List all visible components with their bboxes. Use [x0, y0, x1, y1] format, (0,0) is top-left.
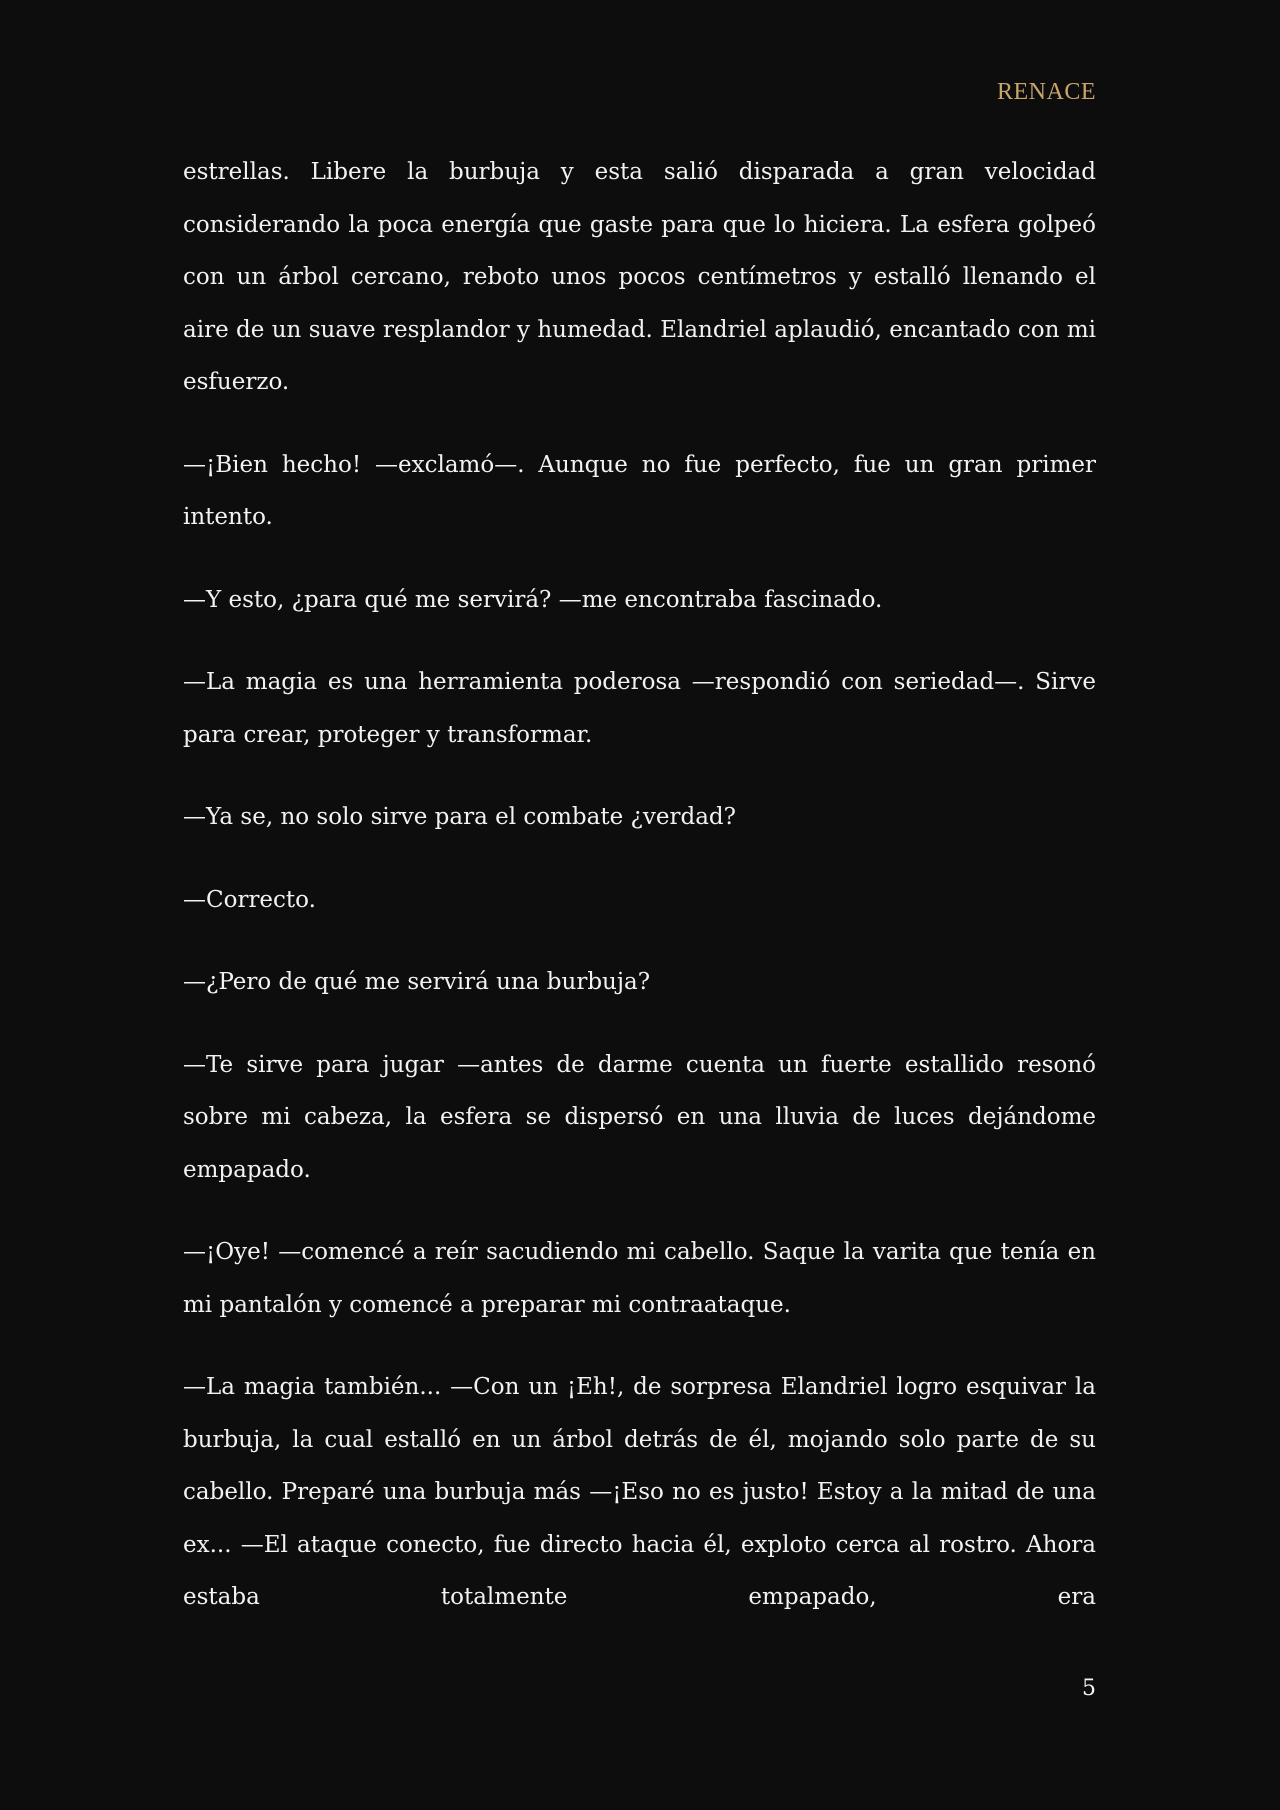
paragraph: estrellas. Libere la burbuja y esta salió disparada a gran velocidad considerando la poca energía que gaste para que lo hiciera. La esfera golpeó con un árbol cercano, reboto unos pocos centímetros y estalló llenando el aire de un suave resplandor y humedad. Elandriel aplaudió, encantado con mi esfuerzo. — [183, 159, 1096, 395]
paragraph: —La magia es una herramienta poderosa —respondió con seriedad—. Sirve para crear, proteger y transformar. — [183, 669, 1096, 748]
paragraph: —¡Bien hecho! —exclamó—. Aunque no fue perfecto, fue un gran primer intento. — [183, 451, 1096, 530]
page-body — [183, 146, 1096, 1654]
paragraph: —Te sirve para jugar —antes de darme cuenta un fuerte estallido resonó sobre mi cabeza, la esfera se dispersó en una lluvia de luces dejándome empapado. — [183, 1051, 1096, 1183]
running-title: RENACE — [997, 79, 1096, 105]
paragraph: —Correcto. — [183, 886, 316, 913]
paragraph: —¡Oye! —comencé a reír sacudiendo mi cabello. Saque la varita que tenía en mi pantalón y comencé a preparar mi contraataque. — [183, 1239, 1096, 1318]
paragraph-continued: —La magia también... —Con un ¡Eh!, de sorpresa Elandriel logro esquivar la burbuja, la cual estalló en un árbol detrás de él, mojando solo parte de su cabello. Preparé una burbuja más —¡Eso no es justo! Estoy a la mitad de una ex... —El ataque conecto, fue directo hacia él, exploto cerca al rostro. Ahora estaba totalmente empapado, era — [183, 1374, 1096, 1610]
paragraph: —¿Pero de qué me servirá una burbuja? — [183, 969, 651, 995]
paragraph: —Ya se, no solo sirve para el combate ¿verdad? — [183, 804, 736, 830]
paragraph: —Y esto, ¿para qué me servirá? —me encontraba fascinado. — [183, 586, 883, 613]
page-number: 5 — [1082, 1676, 1096, 1701]
